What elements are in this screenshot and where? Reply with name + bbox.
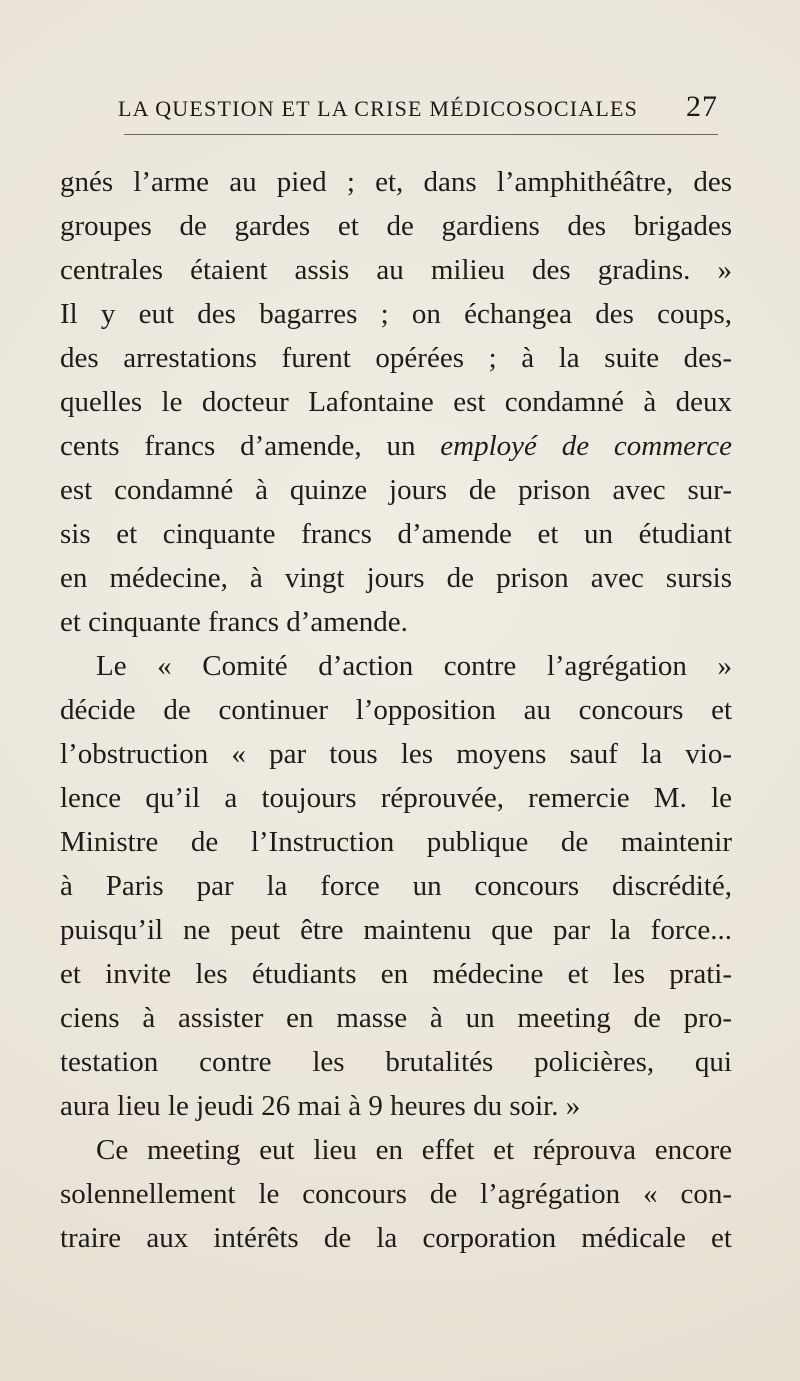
text-line: ciens à assister en masse à un meeting de pro- <box>60 1002 732 1034</box>
text-line: quelles le docteur Lafontaine est condamné à deux <box>60 386 732 418</box>
text-line: Ministre de l’Instruction publique de maintenir <box>60 826 732 858</box>
text-line: centrales étaient assis au milieu des gradins. » <box>60 254 732 286</box>
text-line: groupes de gardes et de gardiens des brigades <box>60 210 732 242</box>
italic-text-fragment: employé de commerce <box>440 430 733 462</box>
text-line: des arrestations furent opérées ; à la suite des- <box>60 342 732 374</box>
running-head <box>118 90 718 124</box>
text-line: Le « Comité d’action contre l’agrégation » <box>96 650 732 682</box>
text-line: Ce meeting eut lieu en effet et réprouva encore <box>96 1134 732 1166</box>
text-line: et cinquante francs d’amende. <box>60 606 408 638</box>
text-line: gnés l’arme au pied ; et, dans l’amphithéâtre, des <box>60 166 732 198</box>
text-line: sis et cinquante francs d’amende et un étudiant <box>60 518 732 550</box>
text-line: l’obstruction « par tous les moyens sauf la vio- <box>60 738 732 770</box>
text-line: puisqu’il ne peut être maintenu que par la force... <box>60 914 732 946</box>
text-line: solennellement le concours de l’agrégation « con- <box>60 1178 732 1210</box>
header-rule <box>124 134 718 135</box>
text-line: est condamné à quinze jours de prison avec sur- <box>60 474 732 506</box>
page-number: 27 <box>686 90 718 123</box>
text-line: à Paris par la force un concours discrédité, <box>60 870 732 902</box>
text-fragment: cents francs d’amende, un <box>60 430 416 462</box>
text-line: traire aux intérêts de la corporation médicale et <box>60 1222 732 1254</box>
running-title: LA QUESTION ET LA CRISE MÉDICOSOCIALES <box>118 96 639 121</box>
text-line: décide de continuer l’opposition au concours et <box>60 694 732 726</box>
text-line: en médecine, à vingt jours de prison avec sursis <box>60 562 732 594</box>
text-line: testation contre les brutalités policières, qui <box>60 1046 732 1078</box>
text-line: Il y eut des bagarres ; on échangea des coups, <box>60 298 732 330</box>
text-line <box>60 424 732 468</box>
text-line: aura lieu le jeudi 26 mai à 9 heures du soir. » <box>60 1090 581 1122</box>
text-line: lence qu’il a toujours réprouvée, remercie M. le <box>60 782 732 814</box>
text-line: et invite les étudiants en médecine et les prati- <box>60 958 732 990</box>
